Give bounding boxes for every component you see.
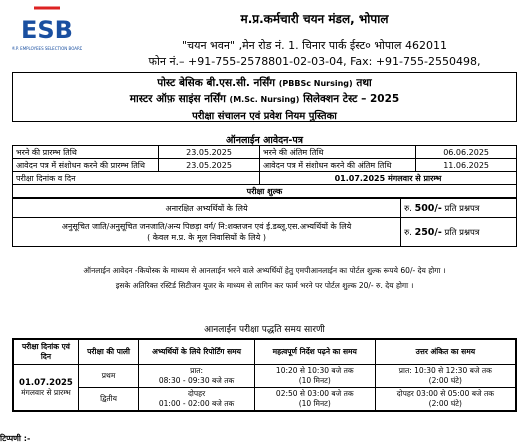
date-value: 23.05.2025 bbox=[159, 159, 260, 172]
date-value: 06.06.2025 bbox=[416, 146, 517, 159]
dates-table bbox=[12, 145, 517, 247]
exam-date-label: परीक्षा दिनांक व दिन bbox=[13, 172, 260, 185]
fee-table bbox=[12, 198, 517, 247]
title-line-3: परीक्षा संचालन एवं प्रवेश नियम पुस्तिका bbox=[192, 111, 337, 122]
answer-duration: (2:00 घंटे) bbox=[428, 399, 462, 408]
org-name: म.प्र.कर्मचारी चयन मंडल, भोपाल bbox=[240, 12, 389, 26]
report-label: दोपहर bbox=[187, 389, 206, 398]
online-heading: ऑनलाईन आवेदन-पत्र bbox=[225, 135, 304, 146]
column-header: अभ्यर्थियों के लिये रिपोर्टिंग समय bbox=[139, 339, 255, 365]
table-row bbox=[13, 146, 517, 159]
table-row bbox=[13, 159, 517, 172]
title-line-2-tail: सिलेक्शन टेस्ट – 2025 bbox=[303, 93, 400, 105]
schedule-report bbox=[139, 365, 255, 388]
report-label: प्रात: bbox=[190, 366, 204, 375]
schedule-answer bbox=[375, 365, 516, 388]
schedule-shift: प्रथम bbox=[78, 365, 138, 388]
instr-duration: (10 मिनट) bbox=[298, 376, 331, 385]
answer-time: 10:30 से 12:30 बजे तक bbox=[414, 366, 492, 375]
fee-value: 250/- bbox=[414, 226, 442, 238]
note-citizen-fee: इसके अतिरिक्त रस्टिर्ड सिटीजन यूजर के माध्यम से लागिन कर फार्म भरने पर पोर्टल शुल्क 20/- रु. देय होगा । bbox=[115, 281, 414, 290]
fee-category-text: अनुसूचित जाति/अनुसूचित जनजाति/अन्य पिछड़ा वर्ग/ नि:शक्तजन एवं ई.डब्लू.एस.अभ्यर्थियों के लिये bbox=[61, 222, 352, 231]
fee-category bbox=[13, 218, 401, 247]
table-row bbox=[13, 218, 517, 247]
schedule-heading: आनलाईन परीक्षा पद्धति समय सारणी bbox=[204, 325, 325, 335]
footer-note-label: टिप्पणी :- bbox=[0, 434, 31, 443]
date-value: 11.06.2025 bbox=[416, 159, 517, 172]
esb-logo bbox=[12, 6, 82, 56]
column-header: परीक्षा दिनांक एवं दिन bbox=[13, 339, 78, 365]
table-row bbox=[13, 199, 517, 218]
instr-duration: (10 मिनट) bbox=[298, 399, 331, 408]
svg-text:ESB: ESB bbox=[21, 16, 73, 44]
fee-prefix: रु. bbox=[404, 203, 412, 214]
title-box bbox=[12, 72, 517, 122]
date-label: भरने की प्रारम्भ तिथि bbox=[13, 146, 159, 159]
date-label: आवेदन पत्र में संशोधन करने की प्रारम्भ तिथि bbox=[13, 159, 159, 172]
fee-unit: प्रति प्रश्नपत्र bbox=[444, 203, 480, 214]
schedule-table bbox=[12, 338, 517, 412]
schedule-instructions bbox=[254, 365, 375, 388]
answer-duration: (2:00 घंटे) bbox=[428, 376, 462, 385]
report-time: 01:00 - 02:00 बजे तक bbox=[158, 399, 235, 408]
schedule-date bbox=[13, 365, 78, 412]
fee-category-sub: ( केवल म.प्र. के मूल निवासियों के लिये ) bbox=[147, 233, 266, 242]
svg-text:M.P. EMPLOYEES SELECTION BOARD: M.P. EMPLOYEES SELECTION BOARD bbox=[12, 46, 82, 51]
fee-category: अनारक्षित अभ्यर्थियों के लिये bbox=[13, 199, 401, 218]
date-value: 23.05.2025 bbox=[159, 146, 260, 159]
table-row bbox=[13, 365, 516, 388]
title-line-2 bbox=[13, 92, 516, 106]
column-header: परीक्षा की पाली bbox=[78, 339, 138, 365]
fee-value: 500/- bbox=[414, 202, 442, 214]
instr-time: 02:50 से 03:00 बजे तक bbox=[275, 389, 354, 398]
table-row bbox=[13, 185, 517, 198]
title-line-1-en: (PBBSc Nursing) bbox=[278, 79, 353, 88]
fee-amount bbox=[401, 218, 517, 247]
schedule-shift: द्वितीय bbox=[78, 388, 138, 412]
answer-prefix: दोपहर bbox=[396, 389, 414, 398]
instr-time: 10:20 से 10:30 बजे तक bbox=[275, 366, 354, 375]
table-row bbox=[13, 172, 517, 185]
esb-logo-icon bbox=[12, 6, 82, 56]
title-line-2-en: (M.Sc. Nursing) bbox=[229, 95, 300, 104]
report-time: 08:30 - 09:30 बजे तक bbox=[158, 376, 235, 385]
table-row bbox=[13, 339, 516, 365]
schedule-date-value: 01.07.2025 bbox=[19, 377, 73, 388]
title-line-1 bbox=[13, 76, 516, 90]
column-header: महत्वपूर्ण निर्देश पढ़ने का समय bbox=[254, 339, 375, 365]
column-header: उत्तर अंकित का समय bbox=[375, 339, 516, 365]
answer-time: 03:00 से 05:00 बजे तक bbox=[416, 389, 494, 398]
schedule-day: मंगलवार से प्रारम्भ bbox=[21, 387, 71, 397]
title-line-2-hi: मास्टर ऑफ़ साइंस नर्सिंग bbox=[129, 93, 226, 105]
fee-heading: परीक्षा शुल्क bbox=[13, 185, 517, 198]
table-row bbox=[13, 388, 516, 412]
org-phone: फोन नं.– +91-755-2578801-02-03-04, Fax: +91-755-2550498, bbox=[148, 55, 481, 68]
title-line-1-hi: पोस्ट बेसिक बी.एस.सी. नर्सिंग bbox=[157, 77, 276, 89]
fee-unit: प्रति प्रश्नपत्र bbox=[444, 227, 480, 238]
title-line-1-tail: तथा bbox=[356, 77, 372, 89]
schedule-report bbox=[139, 388, 255, 412]
answer-prefix: प्रात: bbox=[398, 366, 412, 375]
org-address: "चयन भवन" ,मेन रोड नं. 1. चिनार पार्क ईस्ट० भोपाल 462011 bbox=[182, 39, 447, 52]
date-label: आवेदन पत्र में संशोधन करने की अंतिम तिथि bbox=[259, 159, 415, 172]
schedule-answer bbox=[375, 388, 516, 412]
note-portal-fee: ऑनलाईन आवेदन -कियोस्क के माध्यम से आनलाईन भरने वाले अभ्यर्थियों हेतु एमपीआनलाईन का पोर्टल शुल्क रूपये 60/- देय होगा । bbox=[83, 266, 446, 275]
schedule-instructions bbox=[254, 388, 375, 412]
fee-prefix: रु. bbox=[404, 227, 412, 238]
fee-amount bbox=[401, 199, 517, 218]
exam-date-value: 01.07.2025 मंगलवार से प्रारम्भ bbox=[259, 172, 516, 185]
date-label: भरने की अंतिम तिथि bbox=[259, 146, 415, 159]
